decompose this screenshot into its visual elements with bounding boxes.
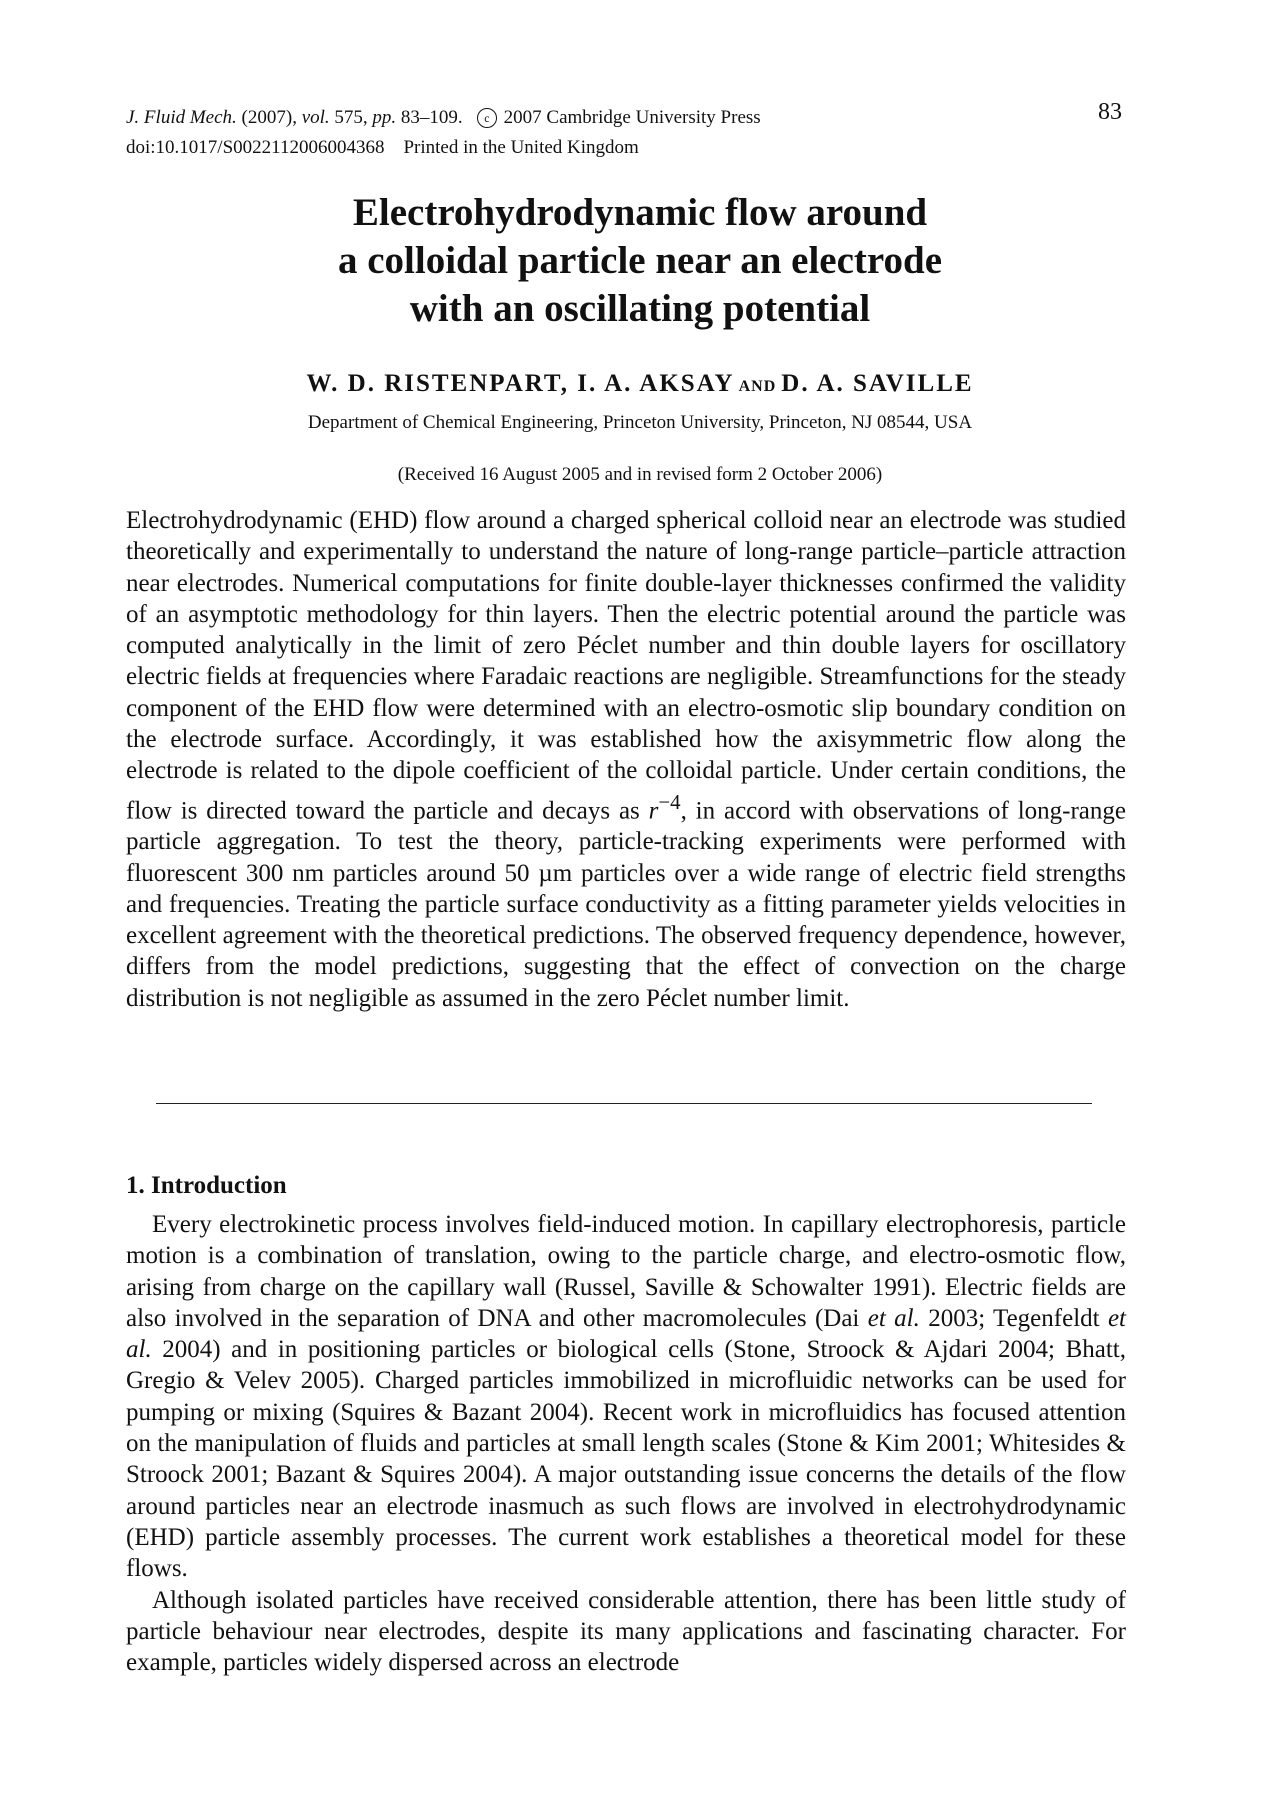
r-symbol: r	[648, 797, 659, 824]
printed-in: Printed in the United Kingdom	[403, 137, 639, 158]
section-heading	[126, 1172, 287, 1200]
journal-name: J. Fluid Mech.	[126, 107, 237, 128]
abstract-part-2: , in accord with observations of long-range particle aggregation. To test the theory, particle-tracking experiments were performed with fluorescent 300 nm particles around 50 µm particles over a wide range of electric field strengths and frequencies. Treating the particle surface conductivity as a fitting parameter yields velocities in excellent agreement with the theoretical predictions. The observed frequency dependence, however, differs from the model predictions, suggesting that the effect of convection on the charge distribution is not negligible as assumed in the zero Péclet number limit.	[126, 797, 1126, 1012]
affiliation: Department of Chemical Engineering, Princeton University, Princeton, NJ 08544, USA	[307, 412, 973, 433]
paper-title	[140, 189, 1140, 333]
p1-text-2: 2003; Tegenfeldt	[919, 1304, 1108, 1332]
copyright-icon: c	[477, 108, 497, 128]
doi: doi:10.1017/S0022112006004368	[126, 137, 385, 158]
pages-label: pp.	[372, 107, 397, 128]
paragraph-1	[126, 1209, 1126, 1585]
running-head	[126, 103, 1126, 163]
p1-etal-1: et al.	[867, 1304, 920, 1332]
title-line-2: a colloidal particle near an electrode	[337, 239, 943, 282]
p1-etal-2: et al.	[126, 1304, 1126, 1364]
paragraph-2: Although isolated particles have received considerable attention, there has been little study of particle behaviour near electrodes, despite its many applications and fascinating character. For example, particles widely dispersed across an electrode	[126, 1586, 1126, 1677]
citation-line	[126, 103, 1126, 133]
copyright-text: 2007 Cambridge University Press	[503, 107, 761, 128]
volume-value: 575,	[329, 107, 373, 128]
section-title: Introduction	[151, 1172, 287, 1199]
abstract-part-1: Electrohydrodynamic (EHD) flow around a charged spherical colloid near an electrode was studied theoretically and experimentally to understand the nature of long-range particle–particle attraction near electrodes. Numerical computations for finite double-layer thicknesses confirmed the validity of an asymptotic methodology for thin layers. Then the electric potential around the particle was computed analytically in the limit of zero Péclet number and thin double layers for oscillatory electric fields at frequencies where Faradaic reactions are negligible. Streamfunctions for the steady component of the EHD flow were determined with an electro-osmotic slip boundary condition on the electrode surface. Accordingly, it was established how the axisymmetric flow along the electrode is related to the dipole coefficient of the colloidal particle. Under certain conditions, the flow is directed toward the particle and decays as	[126, 507, 1126, 824]
author-list	[140, 370, 1140, 398]
volume-label: vol.	[301, 107, 330, 128]
body-text	[126, 1209, 1126, 1678]
year-volume: (2007),	[241, 107, 302, 128]
pages-value: 83–109.	[396, 107, 463, 128]
author-names: W. D. RISTENPART, I. A. AKSAY	[306, 370, 735, 397]
abstract	[126, 505, 1126, 1014]
title-line-3: with an oscillating potential	[409, 287, 871, 330]
author-last: D. A. SAVILLE	[781, 370, 974, 397]
section-number: 1.	[126, 1172, 145, 1199]
r-exponent: −4	[658, 789, 681, 814]
page-number: 83	[1098, 99, 1122, 125]
abstract-divider	[156, 1103, 1092, 1104]
p1-text-3: 2004) and in positioning particles or biological cells (Stone, Stroock & Ajdari 2004; Bhatt, Gregio & Velev 2005). Charged particles immobilized in microfluidic networks can be used for pumping or mixing (Squires & Bazant 2004). Recent work in microfluidics has focused attention on the manipulation of fluids and particles at small length scales (Stone & Kim 2001; Whitesides & Stroock 2001; Bazant & Squires 2004). A major outstanding issue concerns the details of the flow around particles near an electrode inasmuch as such flows are involved in electrohydrodynamic (EHD) particle assembly processes. The current work establishes a theoretical model for these flows.	[126, 1336, 1126, 1583]
received-dates: (Received 16 August 2005 and in revised form 2 October 2006)	[397, 464, 883, 485]
p1-text-1: Every electrokinetic process involves field-induced motion. In capillary electrophoresis, particle motion is a combination of translation, owing to the particle charge, and electro-osmotic flow, arising from charge on the capillary wall (Russel, Saville & Schowalter 1991). Electric fields are also involved in the separation of DNA and other macromolecules (Dai	[126, 1211, 1126, 1332]
author-conjunction: AND	[734, 378, 782, 395]
title-line-1: Electrohydrodynamic flow around	[352, 191, 928, 234]
doi-line	[126, 133, 1126, 163]
